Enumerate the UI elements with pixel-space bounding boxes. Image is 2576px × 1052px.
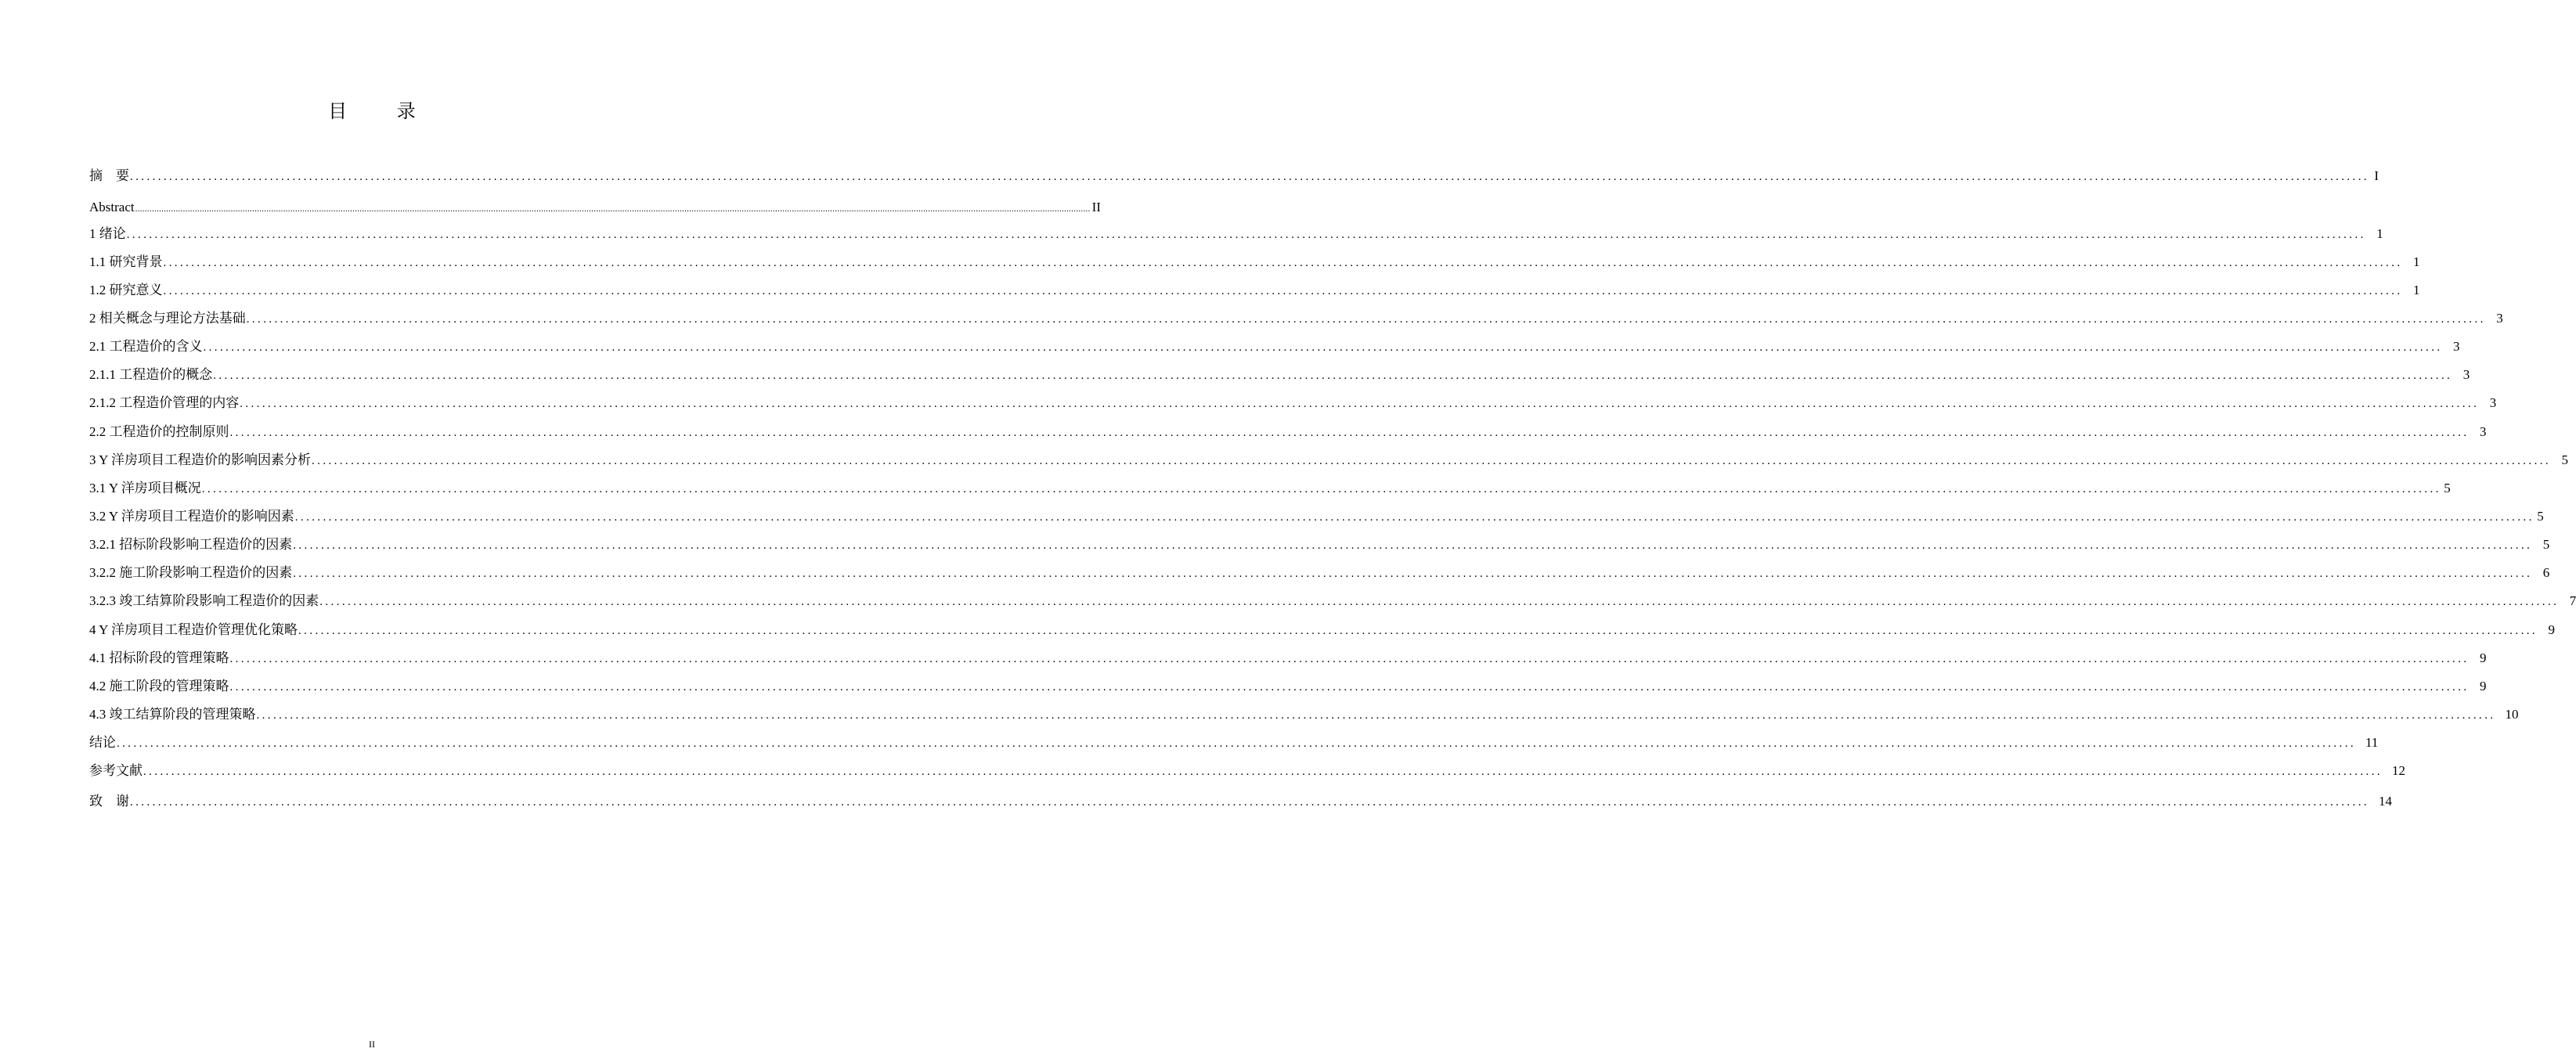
toc-entry-label: 摘 要 bbox=[89, 168, 129, 183]
toc-entry-label: 3.2 Y 洋房项目工程造价的影响因素 bbox=[89, 509, 294, 524]
dot-leader: ................................................................................................................................................................................................................................................................................................................................................................................................................ bbox=[163, 257, 2403, 269]
toc-entry-2-2[interactable] bbox=[89, 423, 2487, 441]
dot-leader: ................................................................................................................................................................................................................................................................................................................................................................................................................ bbox=[203, 341, 2443, 354]
toc-entry-2-1-2[interactable] bbox=[89, 394, 2497, 413]
toc-entry-page: 9 bbox=[2548, 622, 2556, 637]
dot-leader: ................................................................................................................................................................................................................................................................................................................................................................................................................ bbox=[229, 427, 2470, 439]
toc-entry-label: 3.2.2 施工阶段影响工程造价的因素 bbox=[89, 565, 293, 580]
toc-entry-3-1[interactable] bbox=[89, 479, 2451, 498]
toc-entry-label: 2.1.1 工程造价的概念 bbox=[89, 367, 213, 382]
toc-entry-page: 14 bbox=[2379, 794, 2392, 809]
toc-entry-4-3[interactable] bbox=[89, 705, 2519, 724]
toc-entry-label: 4 Y 洋房项目工程造价管理优化策略 bbox=[89, 622, 298, 637]
toc-entry-page: 5 bbox=[2537, 509, 2544, 524]
toc-entry-label: 结论 bbox=[89, 735, 116, 750]
dot-leader: ................................................................................................................................................................................................................................................................................................................................................................................................................ bbox=[294, 511, 2535, 524]
toc-entry-ch2[interactable] bbox=[89, 309, 2503, 328]
dot-leader: ................................................................................................................................................................................................................................................................................................................................................................................................................ bbox=[130, 796, 2369, 809]
toc-entry-label: 3.2.1 招标阶段影响工程造价的因素 bbox=[89, 537, 293, 552]
toc-entry-label: 2.1.2 工程造价管理的内容 bbox=[89, 395, 240, 410]
toc-entry-page: 3 bbox=[2462, 367, 2470, 382]
toc-entry-label: 3.1 Y 洋房项目概况 bbox=[89, 481, 201, 495]
toc-entry-label: 致 谢 bbox=[89, 794, 129, 809]
toc-entry-label: 3 Y 洋房项目工程造价的影响因素分析 bbox=[89, 452, 312, 467]
toc-entry-ch4[interactable] bbox=[89, 621, 2556, 639]
toc-entry-4-1[interactable] bbox=[89, 649, 2487, 668]
toc-entry-page: 3 bbox=[2496, 311, 2503, 326]
toc-entry-page: 1 bbox=[2413, 254, 2420, 269]
dot-leader: ................................................................................................................................................................................................................................................................................................................................................................................................................ bbox=[293, 539, 2533, 552]
toc-entry-3-2-1[interactable] bbox=[89, 535, 2550, 554]
dot-leader: ................................................................................................................................................................................................................................................................................................................................................................................................................ bbox=[246, 313, 2486, 326]
dot-leader: ................................................................................................................................................................................................................................................................................................................................................................................................................ bbox=[312, 455, 2552, 467]
toc-entry-abstract-en[interactable] bbox=[89, 198, 1101, 217]
toc-entry-page: 9 bbox=[2480, 679, 2487, 694]
toc-entry-page: 3 bbox=[2489, 395, 2497, 410]
dot-leader: ................................................................................................................................................................................................................................................................................................................................................................................................................ bbox=[298, 625, 2538, 637]
toc-entry-label: 1.2 研究意义 bbox=[89, 283, 163, 297]
dot-leader: ................................................................................................................................................................................................................................................................................................................................................................................................................ bbox=[143, 766, 2383, 778]
dot-leader: ................................................................................................................................................................................................................................................................................................................................................................................................................ bbox=[256, 709, 2496, 722]
toc-entry-page: 10 bbox=[2505, 707, 2519, 722]
toc-entry-2-1-1[interactable] bbox=[89, 366, 2470, 384]
toc-entry-label: 2 相关概念与理论方法基础 bbox=[89, 311, 246, 326]
toc-entry-page: 5 bbox=[2542, 537, 2550, 552]
toc-entry-references[interactable] bbox=[89, 762, 2405, 780]
toc-entry-page: 3 bbox=[2480, 424, 2487, 439]
dot-leader: ................................................................................................................................................................................................................................................................................................................................................................................................................ bbox=[213, 369, 2453, 382]
dot-leader: ................................................................................................................................................................................................................................................................................................................................................................................................................ bbox=[163, 285, 2403, 297]
dot-leader: ................................................................................................................................................................................................................................................................................................................................................................................................................ bbox=[229, 681, 2470, 694]
toc-entry-ch1[interactable] bbox=[89, 225, 2383, 243]
toc-entry-2-1[interactable] bbox=[89, 337, 2460, 356]
toc-entry-page: 7 bbox=[2569, 593, 2576, 608]
toc-entry-1-2[interactable] bbox=[89, 281, 2420, 300]
toc-entry-page: 9 bbox=[2480, 650, 2487, 665]
dot-leader: ................................................................................................................................................................................................................................................................................................................................................................................................................ bbox=[135, 204, 1091, 214]
toc-entry-page: 1 bbox=[2413, 283, 2420, 297]
dot-leader: ................................................................................................................................................................................................................................................................................................................................................................................................................ bbox=[126, 229, 2366, 241]
toc-entry-label: Abstract bbox=[89, 200, 135, 214]
toc-entry-page: 5 bbox=[2444, 481, 2451, 495]
toc-entry-4-2[interactable] bbox=[89, 677, 2487, 696]
toc-entry-label: 参考文献 bbox=[89, 763, 143, 778]
toc-entry-label: 4.1 招标阶段的管理策略 bbox=[89, 650, 229, 665]
toc-entry-conclusion[interactable] bbox=[89, 733, 2379, 752]
toc-entry-page: 6 bbox=[2542, 565, 2550, 580]
dot-leader: ................................................................................................................................................................................................................................................................................................................................................................................................................ bbox=[130, 171, 2369, 183]
toc-entry-page: II bbox=[1091, 200, 1101, 214]
dot-leader: ................................................................................................................................................................................................................................................................................................................................................................................................................ bbox=[117, 737, 2356, 750]
toc-entry-acknowledgements[interactable] bbox=[89, 792, 2392, 811]
dot-leader: ................................................................................................................................................................................................................................................................................................................................................................................................................ bbox=[201, 483, 2441, 495]
toc-entry-label: 2.1 工程造价的含义 bbox=[89, 339, 203, 354]
toc-entry-label: 1 绪论 bbox=[89, 226, 126, 241]
toc-entry-page: I bbox=[2374, 168, 2379, 183]
toc-entry-label: 4.2 施工阶段的管理策略 bbox=[89, 679, 229, 694]
toc-entry-label: 2.2 工程造价的控制原则 bbox=[89, 424, 229, 439]
toc-entry-page: 5 bbox=[2561, 452, 2569, 467]
page-number: II bbox=[369, 1039, 375, 1050]
toc-entry-label: 4.3 竣工结算阶段的管理策略 bbox=[89, 707, 256, 722]
toc-entry-3-2[interactable] bbox=[89, 507, 2544, 526]
toc-entry-3-2-3[interactable] bbox=[89, 592, 2576, 611]
dot-leader: ................................................................................................................................................................................................................................................................................................................................................................................................................ bbox=[229, 653, 2470, 665]
toc-entry-label: 3.2.3 竣工结算阶段影响工程造价的因素 bbox=[89, 593, 319, 608]
toc-entry-1-1[interactable] bbox=[89, 253, 2420, 272]
dot-leader: ................................................................................................................................................................................................................................................................................................................................................................................................................ bbox=[293, 567, 2533, 580]
page-title: 目 录 bbox=[328, 100, 438, 122]
toc-entry-ch3[interactable] bbox=[89, 451, 2569, 470]
toc-entry-label: 1.1 研究背景 bbox=[89, 254, 163, 269]
toc-entry-3-2-2[interactable] bbox=[89, 564, 2550, 582]
toc-entry-page: 11 bbox=[2365, 735, 2379, 750]
toc-entry-page: 12 bbox=[2392, 763, 2405, 778]
toc-entry-page: 1 bbox=[2376, 226, 2383, 241]
toc-entry-page: 3 bbox=[2453, 339, 2460, 354]
dot-leader: ................................................................................................................................................................................................................................................................................................................................................................................................................ bbox=[319, 596, 2560, 608]
dot-leader: ................................................................................................................................................................................................................................................................................................................................................................................................................ bbox=[240, 398, 2480, 410]
toc-entry-abstract-cn[interactable] bbox=[89, 167, 2379, 186]
